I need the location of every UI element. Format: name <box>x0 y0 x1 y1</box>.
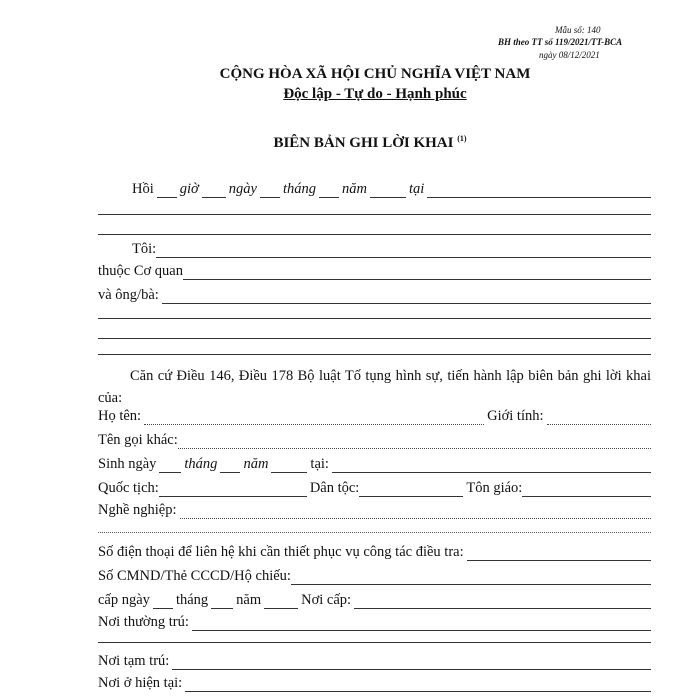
ethnicity-field[interactable] <box>359 483 463 497</box>
label-toi: Tôi: <box>132 241 157 257</box>
nationality-row <box>98 479 651 497</box>
birth-row <box>98 455 651 473</box>
label-thang: tháng <box>282 181 316 197</box>
gender-field[interactable] <box>547 411 651 425</box>
label-ong-ba: và ông/bà: <box>98 287 159 303</box>
label-birth-nam: năm <box>243 456 269 472</box>
birth-month-field[interactable] <box>220 459 240 473</box>
form-issued-by: BH theo TT số 119/2021/TT-BCA <box>498 37 623 47</box>
temporary-address-row <box>98 652 651 670</box>
assistant-row <box>98 286 651 304</box>
assistant-line-3[interactable] <box>98 338 651 339</box>
label-nam: năm <box>342 181 367 197</box>
place-line-3[interactable] <box>98 234 651 235</box>
birth-day-field[interactable] <box>159 459 181 473</box>
label-nghe-nghiep: Nghề nghiệp: <box>98 502 177 518</box>
occupation-field[interactable] <box>180 505 651 519</box>
assistant-field[interactable] <box>162 290 651 304</box>
form-number: Mẫu số: 140 <box>555 25 601 35</box>
occupation-line-2[interactable] <box>98 532 651 533</box>
id-number-field[interactable] <box>291 571 651 585</box>
agency-field[interactable] <box>183 266 651 280</box>
label-gioi-tinh: Giới tính: <box>487 408 544 424</box>
current-address-field[interactable] <box>185 678 651 692</box>
label-sinh-ngay: Sinh ngày <box>98 456 157 472</box>
permanent-address-line-2[interactable] <box>98 642 651 643</box>
officer-name-field[interactable] <box>156 244 651 258</box>
label-cap-ngay: cấp ngày <box>98 592 150 608</box>
label-noi-o-hien-tai: Nơi ở hiện tại: <box>98 675 183 691</box>
label-cap-thang: tháng <box>175 592 209 608</box>
issue-place-field[interactable] <box>354 595 651 609</box>
alias-row <box>98 431 651 449</box>
issue-year-field[interactable] <box>264 595 298 609</box>
hour-field[interactable] <box>157 184 177 198</box>
title-text: BIÊN BẢN GHI LỜI KHAI <box>273 135 454 151</box>
label-tai: tại <box>408 181 425 197</box>
label-birth-tai: tại: <box>310 456 329 472</box>
label-ton-giao: Tôn giáo: <box>466 480 523 496</box>
month-field[interactable] <box>319 184 339 198</box>
title-footnote: (1) <box>457 134 467 143</box>
label-dan-toc: Dân tộc: <box>309 480 360 496</box>
time-place-row <box>132 180 651 198</box>
assistant-line-4[interactable] <box>98 354 651 355</box>
day-field[interactable] <box>260 184 280 198</box>
year-field[interactable] <box>370 184 406 198</box>
phone-field[interactable] <box>467 547 651 561</box>
label-hoi: Hồi <box>132 181 154 197</box>
legal-basis-paragraph: Căn cứ Điều 146, Điều 178 Bộ luật Tố tụng hình sự, tiến hành lập biên bản ghi lời khai của: <box>98 368 651 406</box>
label-ho-ten: Họ tên: <box>98 408 142 424</box>
minute-field[interactable] <box>202 184 226 198</box>
birth-year-field[interactable] <box>271 459 307 473</box>
religion-field[interactable] <box>522 483 651 497</box>
id-issue-row <box>98 591 651 609</box>
assistant-line-2[interactable] <box>98 318 651 319</box>
officer-row <box>132 240 651 258</box>
label-quoc-tich: Quốc tịch: <box>98 480 159 496</box>
nationality-field[interactable] <box>159 483 307 497</box>
label-so-dien-thoai: Số điện thoại để liên hệ khi cần thiết phục vụ công tác điều tra: <box>98 544 464 560</box>
name-row <box>98 407 651 425</box>
label-noi-thuong-tru: Nơi thường trú: <box>98 614 189 630</box>
full-name-field[interactable] <box>144 411 484 425</box>
place-field[interactable] <box>427 184 651 198</box>
national-title: CỘNG HÒA XÃ HỘI CHỦ NGHĨA VIỆT NAM <box>219 66 531 82</box>
motto-text: Độc lập - Tự do - Hạnh phúc <box>283 86 467 102</box>
current-address-row <box>98 674 651 692</box>
label-ngay: ngày <box>228 181 257 197</box>
issue-month-field[interactable] <box>211 595 233 609</box>
label-so-cmnd: Số CMND/Thẻ CCCD/Hộ chiếu: <box>98 568 291 584</box>
alias-field[interactable] <box>178 435 651 449</box>
label-noi-cap: Nơi cấp: <box>301 592 352 608</box>
permanent-address-row <box>98 613 651 631</box>
label-noi-tam-tru: Nơi tạm trú: <box>98 653 170 669</box>
label-cap-nam: năm <box>236 592 262 608</box>
id-row <box>98 567 651 585</box>
birth-place-field[interactable] <box>332 459 651 473</box>
national-motto <box>0 86 700 103</box>
temporary-address-field[interactable] <box>172 656 651 670</box>
issue-day-field[interactable] <box>153 595 173 609</box>
document-title <box>0 134 700 152</box>
agency-row <box>98 262 651 280</box>
permanent-address-field[interactable] <box>192 617 651 631</box>
phone-row <box>98 543 651 561</box>
occupation-row <box>98 501 651 519</box>
label-co-quan: thuộc Cơ quan <box>98 263 183 279</box>
form-issued-date: ngày 08/12/2021 <box>539 50 600 60</box>
label-ten-goi-khac: Tên gọi khác: <box>98 432 178 448</box>
place-line-2[interactable] <box>98 214 651 215</box>
label-birth-thang: tháng <box>184 456 218 472</box>
label-gio: giờ <box>179 181 199 197</box>
